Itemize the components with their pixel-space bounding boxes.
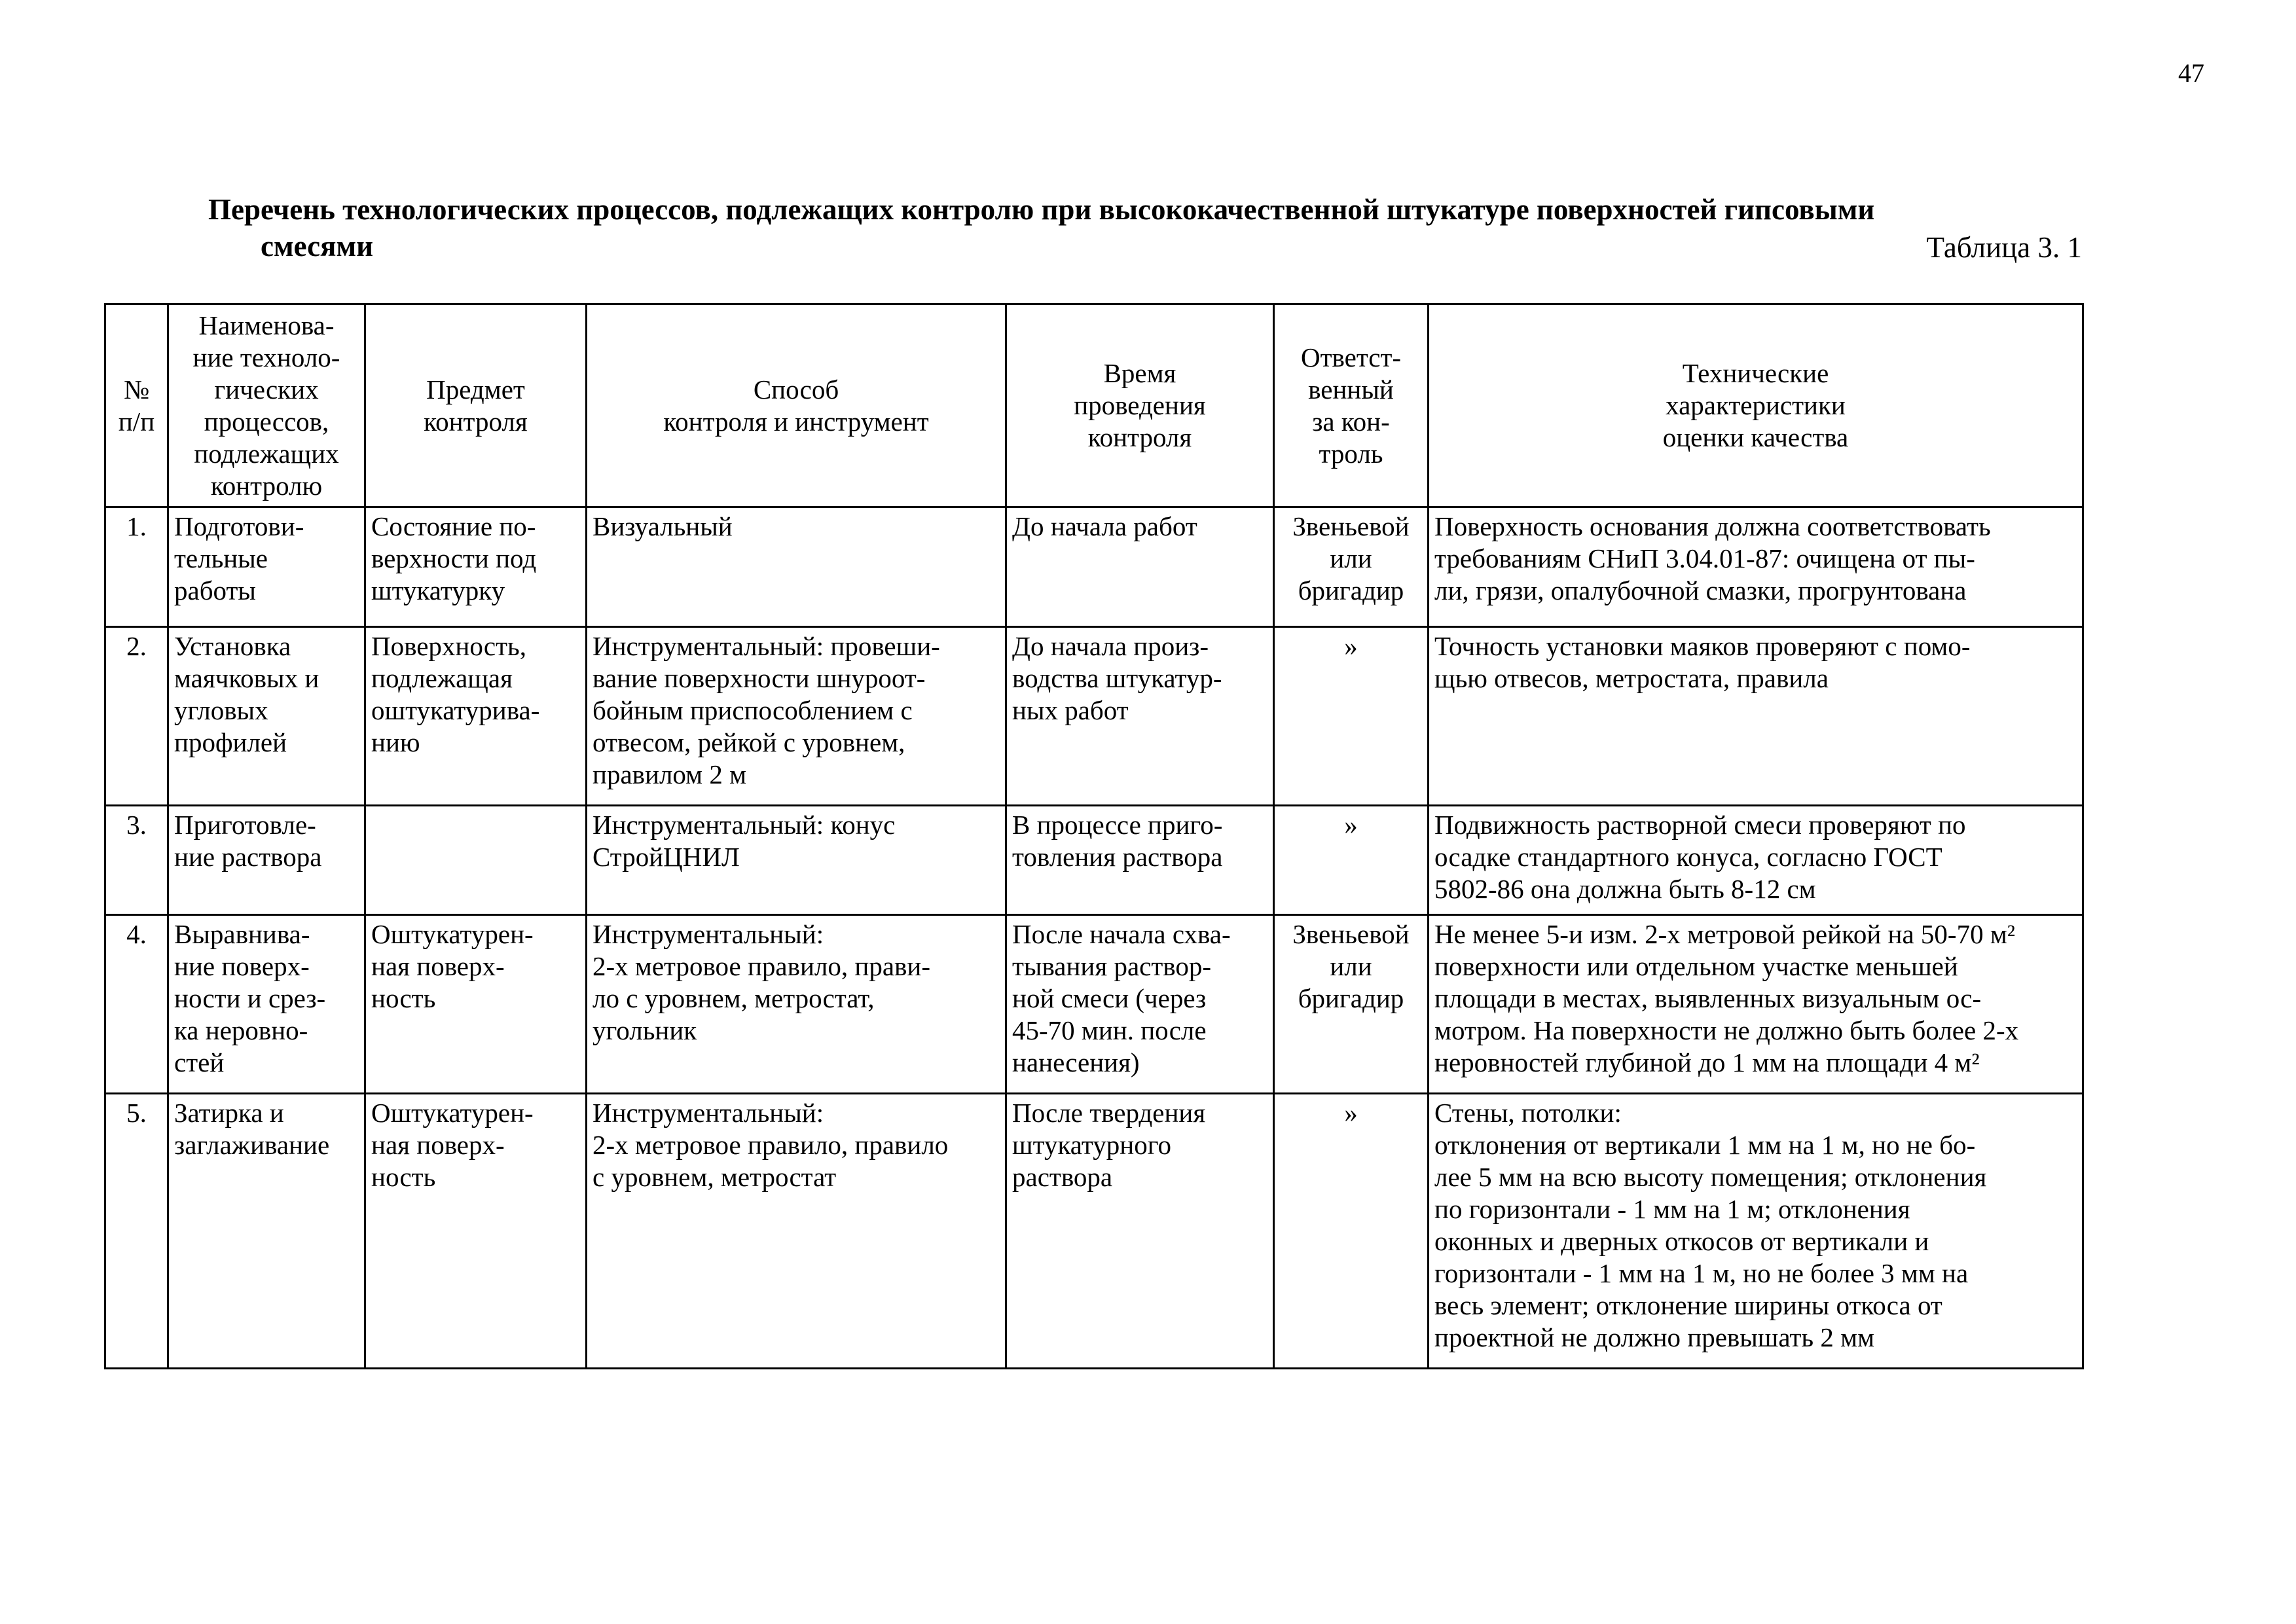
cell-specs bbox=[1429, 507, 2083, 627]
cell-line: весь элемент; отклонение ширины откоса от bbox=[1434, 1290, 1942, 1320]
cell-process bbox=[168, 806, 365, 915]
cell-line: по горизонтали - 1 мм на 1 м; отклонения bbox=[1434, 1194, 1910, 1224]
cell-line: Звеньевой bbox=[1292, 919, 1410, 949]
table-row bbox=[105, 1094, 2083, 1369]
cell-time bbox=[1006, 1094, 1274, 1369]
cell-line: 2-х метровое правило, правило bbox=[592, 1130, 949, 1160]
cell-line: ности и срез- bbox=[174, 983, 326, 1013]
cell-line: п/п bbox=[118, 406, 155, 437]
cell-line: контроля и инструмент bbox=[663, 406, 929, 437]
cell-line: ной смеси (через bbox=[1012, 983, 1207, 1013]
cell-line: Инструментальный: провеши- bbox=[592, 631, 940, 661]
cell-line: вание поверхности шнуроот- bbox=[592, 663, 926, 693]
title-line-1: Перечень технологических процессов, подлежащих контролю при высококачественной штукатуре поверхностей гипсовыми bbox=[208, 193, 1875, 226]
cell-line: ная поверх- bbox=[371, 951, 505, 981]
cell-line: водства штукатур- bbox=[1012, 663, 1222, 693]
table-row bbox=[105, 806, 2083, 915]
cell-line: мотром. На поверхности не должно быть более 2-х bbox=[1434, 1015, 2019, 1045]
cell-time bbox=[1006, 806, 1274, 915]
cell-line: После начала схва- bbox=[1012, 919, 1231, 949]
cell-line: профилей bbox=[174, 727, 287, 757]
cell-line: Точность установки маяков проверяют с помо- bbox=[1434, 631, 1971, 661]
cell-line: ка неровно- bbox=[174, 1015, 308, 1045]
cell-num: 3. bbox=[105, 806, 168, 915]
cell-num: 4. bbox=[105, 915, 168, 1094]
table-label: Таблица 3. 1 bbox=[1926, 231, 2082, 264]
cell-line: работы bbox=[174, 575, 256, 605]
cell-line: Инструментальный: bbox=[592, 919, 824, 949]
cell-responsible bbox=[1274, 627, 1429, 806]
cell-process bbox=[168, 507, 365, 627]
cell-line: заглаживание bbox=[174, 1130, 330, 1160]
header-responsible bbox=[1274, 304, 1429, 507]
cell-line: проектной не должно превышать 2 мм bbox=[1434, 1322, 1875, 1352]
header-num bbox=[105, 304, 168, 507]
cell-line: бойным приспособлением с bbox=[592, 695, 913, 725]
title-line-2: смесями bbox=[261, 230, 374, 262]
cell-responsible bbox=[1274, 507, 1429, 627]
cell-specs bbox=[1429, 806, 2083, 915]
cell-line: В процессе приго- bbox=[1012, 810, 1223, 840]
cell-line: ли, грязи, опалубочной смазки, прогрунтована bbox=[1434, 575, 1967, 605]
cell-line: Подвижность растворной смеси проверяют по bbox=[1434, 810, 1966, 840]
cell-line: Выравнива- bbox=[174, 919, 310, 949]
cell-line: ние поверх- bbox=[174, 951, 310, 981]
cell-line: ных работ bbox=[1012, 695, 1129, 725]
cell-subject bbox=[365, 915, 587, 1094]
cell-line: отвесом, рейкой с уровнем, bbox=[592, 727, 905, 757]
header-method bbox=[587, 304, 1006, 507]
cell-line: контроля bbox=[1087, 422, 1192, 452]
cell-time bbox=[1006, 507, 1274, 627]
cell-line: До начала произ- bbox=[1012, 631, 1209, 661]
cell-line: № bbox=[123, 374, 150, 405]
cell-line: маячковых и bbox=[174, 663, 319, 693]
cell-line: контролю bbox=[210, 470, 323, 501]
cell-line: » bbox=[1344, 1098, 1358, 1128]
cell-line: Инструментальный: конус bbox=[592, 810, 896, 840]
cell-method bbox=[587, 1094, 1006, 1369]
cell-line: неровностей глубиной до 1 мм на площади 4 м² bbox=[1434, 1047, 1980, 1077]
cell-line: ние раствора bbox=[174, 842, 322, 872]
cell-line: товления раствора bbox=[1012, 842, 1223, 872]
cell-time bbox=[1006, 915, 1274, 1094]
cell-method bbox=[587, 806, 1006, 915]
cell-line: угловых bbox=[174, 695, 268, 725]
cell-line: штукатурку bbox=[371, 575, 505, 605]
cell-specs bbox=[1429, 915, 2083, 1094]
cell-line: подлежащих bbox=[194, 438, 339, 469]
cell-line: ная поверх- bbox=[371, 1130, 505, 1160]
cell-line: за кон- bbox=[1312, 406, 1390, 437]
cell-line: оштукатурива- bbox=[371, 695, 540, 725]
cell-line: верхности под bbox=[371, 543, 537, 573]
cell-line: Не менее 5-и изм. 2-х метровой рейкой на 50-70 м² bbox=[1434, 919, 2016, 949]
cell-line: площади в местах, выявленных визуальным ос- bbox=[1434, 983, 1982, 1013]
cell-line: поверхности или отдельном участке меньшей bbox=[1434, 951, 1958, 981]
cell-line: процессов, bbox=[204, 406, 329, 437]
cell-process bbox=[168, 627, 365, 806]
cell-line: До начала работ bbox=[1012, 511, 1197, 541]
cell-method bbox=[587, 915, 1006, 1094]
cell-method bbox=[587, 507, 1006, 627]
cell-line: Способ bbox=[753, 374, 839, 405]
cell-method bbox=[587, 627, 1006, 806]
cell-line: щью отвесов, метростата, правила bbox=[1434, 663, 1829, 693]
cell-line: нанесения) bbox=[1012, 1047, 1140, 1077]
cell-line: угольник bbox=[592, 1015, 697, 1045]
cell-line: Состояние по- bbox=[371, 511, 536, 541]
cell-line: » bbox=[1344, 810, 1358, 840]
cell-line: ность bbox=[371, 983, 436, 1013]
cell-line: Предмет bbox=[426, 374, 525, 405]
cell-line: горизонтали - 1 мм на 1 м, но не более 3 мм на bbox=[1434, 1258, 1969, 1288]
cell-specs bbox=[1429, 1094, 2083, 1369]
cell-process bbox=[168, 915, 365, 1094]
cell-line: лее 5 мм на всю высоту помещения; отклонения bbox=[1434, 1162, 1987, 1192]
cell-line: Приготовле- bbox=[174, 810, 316, 840]
cell-line: требованиям СНиП 3.04.01-87: очищена от пы- bbox=[1434, 543, 1975, 573]
cell-line: оконных и дверных откосов от вертикали и bbox=[1434, 1226, 1929, 1256]
page-number: 47 bbox=[2178, 58, 2204, 88]
cell-line: троль bbox=[1319, 438, 1383, 469]
table-row bbox=[105, 627, 2083, 806]
cell-line: бригадир bbox=[1298, 983, 1404, 1013]
cell-line: оценки качества bbox=[1662, 422, 1849, 452]
cell-line: Ответст- bbox=[1300, 342, 1402, 372]
cell-line: ность bbox=[371, 1162, 436, 1192]
cell-line: » bbox=[1344, 631, 1358, 661]
cell-line: 2-х метровое правило, прави- bbox=[592, 951, 930, 981]
cell-line: с уровнем, метростат bbox=[592, 1162, 837, 1192]
cell-line: подлежащая bbox=[371, 663, 513, 693]
cell-line: Поверхность, bbox=[371, 631, 526, 661]
cell-line: раствора bbox=[1012, 1162, 1113, 1192]
cell-responsible bbox=[1274, 1094, 1429, 1369]
cell-num: 2. bbox=[105, 627, 168, 806]
cell-responsible bbox=[1274, 915, 1429, 1094]
cell-line: штукатурного bbox=[1012, 1130, 1171, 1160]
cell-line: Время bbox=[1103, 358, 1176, 388]
header-specs bbox=[1429, 304, 2083, 507]
cell-line: Оштукатурен- bbox=[371, 919, 534, 949]
cell-line: Стены, потолки: bbox=[1434, 1098, 1622, 1128]
cell-line: ло с уровнем, метростат, bbox=[592, 983, 875, 1013]
cell-line: бригадир bbox=[1298, 575, 1404, 605]
cell-line: нию bbox=[371, 727, 420, 757]
cell-line: ние техноло- bbox=[192, 342, 340, 372]
table-row bbox=[105, 507, 2083, 627]
cell-line: контроля bbox=[424, 406, 528, 437]
cell-line: характеристики bbox=[1666, 390, 1846, 420]
cell-line: или bbox=[1330, 543, 1372, 573]
cell-line: тельные bbox=[174, 543, 268, 573]
cell-line: Поверхность основания должна соответствовать bbox=[1434, 511, 1991, 541]
cell-line: венный bbox=[1308, 374, 1394, 405]
cell-specs bbox=[1429, 627, 2083, 806]
cell-line: После твердения bbox=[1012, 1098, 1206, 1128]
cell-line: Подготови- bbox=[174, 511, 304, 541]
cell-line: Визуальный bbox=[592, 511, 733, 541]
header-process bbox=[168, 304, 365, 507]
cell-line: правилом 2 м bbox=[592, 759, 747, 789]
cell-line: 45-70 мин. после bbox=[1012, 1015, 1207, 1045]
cell-line: проведения bbox=[1074, 390, 1206, 420]
cell-line: или bbox=[1330, 951, 1372, 981]
cell-line: стей bbox=[174, 1047, 225, 1077]
process-control-table bbox=[104, 303, 2084, 1369]
header-subject bbox=[365, 304, 587, 507]
header-time bbox=[1006, 304, 1274, 507]
cell-line: тывания раствор- bbox=[1012, 951, 1212, 981]
cell-line: Затирка и bbox=[174, 1098, 284, 1128]
cell-line: осадке стандартного конуса, согласно ГОСТ bbox=[1434, 842, 1942, 872]
table-row bbox=[105, 915, 2083, 1094]
cell-line: 5802-86 она должна быть 8-12 см bbox=[1434, 874, 1816, 904]
cell-subject bbox=[365, 627, 587, 806]
table-body bbox=[105, 507, 2083, 1369]
header-row bbox=[105, 304, 2083, 507]
cell-line: Инструментальный: bbox=[592, 1098, 824, 1128]
cell-line: отклонения от вертикали 1 мм на 1 м, но не бо- bbox=[1434, 1130, 1976, 1160]
cell-line: гических bbox=[214, 374, 319, 405]
cell-line: СтройЦНИЛ bbox=[592, 842, 740, 872]
cell-num: 1. bbox=[105, 507, 168, 627]
cell-time bbox=[1006, 627, 1274, 806]
cell-subject bbox=[365, 1094, 587, 1369]
cell-subject bbox=[365, 507, 587, 627]
cell-line: Технические bbox=[1682, 358, 1829, 388]
cell-responsible bbox=[1274, 806, 1429, 915]
cell-subject bbox=[365, 806, 587, 915]
cell-line: Звеньевой bbox=[1292, 511, 1410, 541]
cell-process bbox=[168, 1094, 365, 1369]
cell-line: Наименова- bbox=[198, 310, 335, 340]
document-title bbox=[208, 191, 2107, 264]
cell-line: Установка bbox=[174, 631, 291, 661]
cell-num: 5. bbox=[105, 1094, 168, 1369]
cell-line: Оштукатурен- bbox=[371, 1098, 534, 1128]
